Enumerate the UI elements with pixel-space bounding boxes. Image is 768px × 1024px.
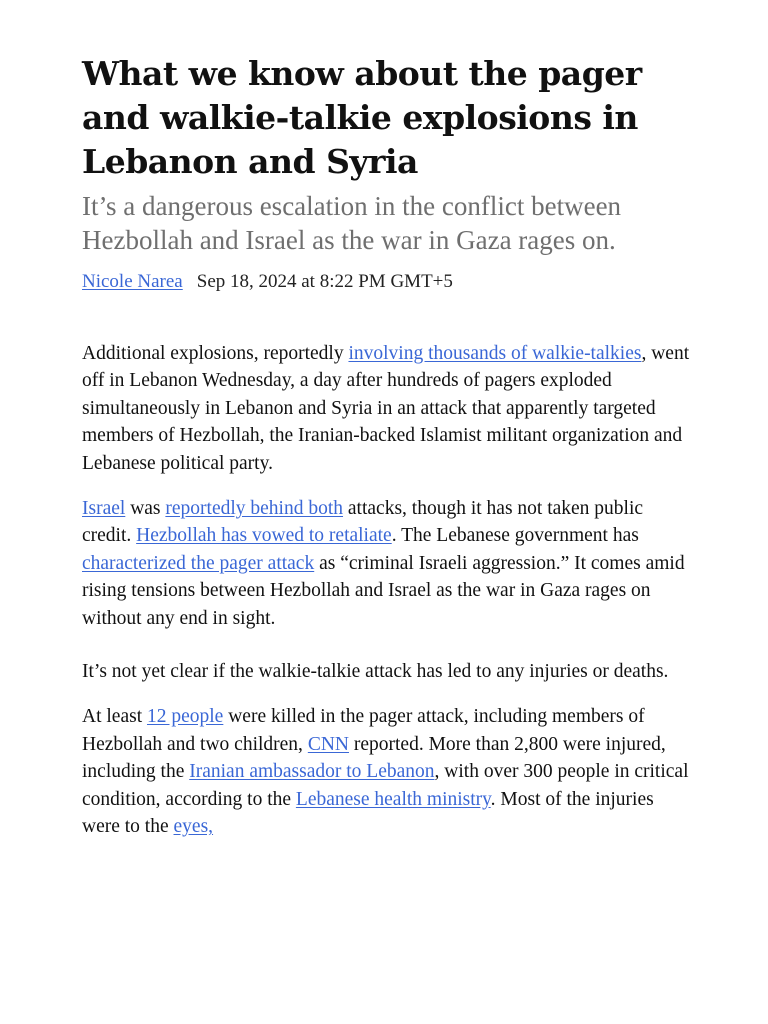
paragraph-text: It’s not yet clear if the walkie-talkie attack has led to any injuries or deaths. [82, 661, 669, 683]
publish-date: Sep 18, 2024 at 8:22 PM GMT+5 [196, 271, 453, 292]
link-lebanese-health-ministry[interactable]: Lebanese health ministry [295, 788, 491, 810]
link-eyes[interactable]: eyes, [173, 816, 214, 838]
link-walkie-talkies[interactable]: involving thousands of walkie-talkies [348, 343, 642, 364]
paragraph-text: as “criminal Israeli aggression.” It comes amid rising tensions between Hezbollah and Israel as the war in Gaza rages on without any end in sight. [82, 552, 685, 629]
headline: What we know about the pager and walkie-talkie explosions in Lebanon and Syria [82, 54, 642, 181]
paragraph-text: , went off in Lebanon Wednesday, a day after hundreds of pagers exploded simultaneously in Lebanon and Syria in an attack that apparently targeted members of Hezbollah, the Iranian-backed Islamist militant organization and Lebanese political party. [82, 343, 690, 474]
paragraph-text: . Most of the injuries were to the [82, 788, 654, 838]
subheadline: It’s a dangerous escalation in the conflict between Hezbollah and Israel as the war in Gaza rages on. [82, 191, 622, 255]
paragraph-4 [82, 703, 694, 840]
paragraph-1 [82, 340, 694, 477]
paragraph-text: were killed in the pager attack, including members of Hezbollah and two children, [82, 706, 645, 755]
link-cnn[interactable]: CNN [307, 733, 349, 755]
paragraph-text: attacks, though it has not taken public credit. [82, 498, 644, 547]
paragraph-text: reported. More than 2,800 were injured, including the [82, 733, 666, 783]
link-12-people[interactable]: 12 people [146, 706, 224, 728]
paragraph-2 [82, 495, 694, 632]
byline [82, 270, 694, 294]
paragraph-text: At least [82, 706, 147, 728]
article [82, 52, 694, 841]
author-link[interactable]: Nicole Narea [82, 271, 183, 292]
link-characterized-pager-attack[interactable]: characterized the pager attack [82, 552, 315, 574]
paragraph-text: . The Lebanese government has [391, 525, 639, 547]
link-hezbollah-retaliate[interactable]: Hezbollah has vowed to retaliate [136, 525, 392, 547]
paragraph-text: was [125, 498, 166, 520]
paragraph-3 [82, 658, 694, 685]
paragraph-text: Additional explosions, reportedly [82, 343, 349, 364]
link-iranian-ambassador[interactable]: Iranian ambassador to Lebanon [189, 761, 435, 783]
paragraph-text: , with over 300 people in critical condition, according to the [82, 761, 689, 810]
link-reportedly-behind-both[interactable]: reportedly behind both [165, 498, 344, 520]
link-israel[interactable]: Israel [82, 498, 126, 520]
